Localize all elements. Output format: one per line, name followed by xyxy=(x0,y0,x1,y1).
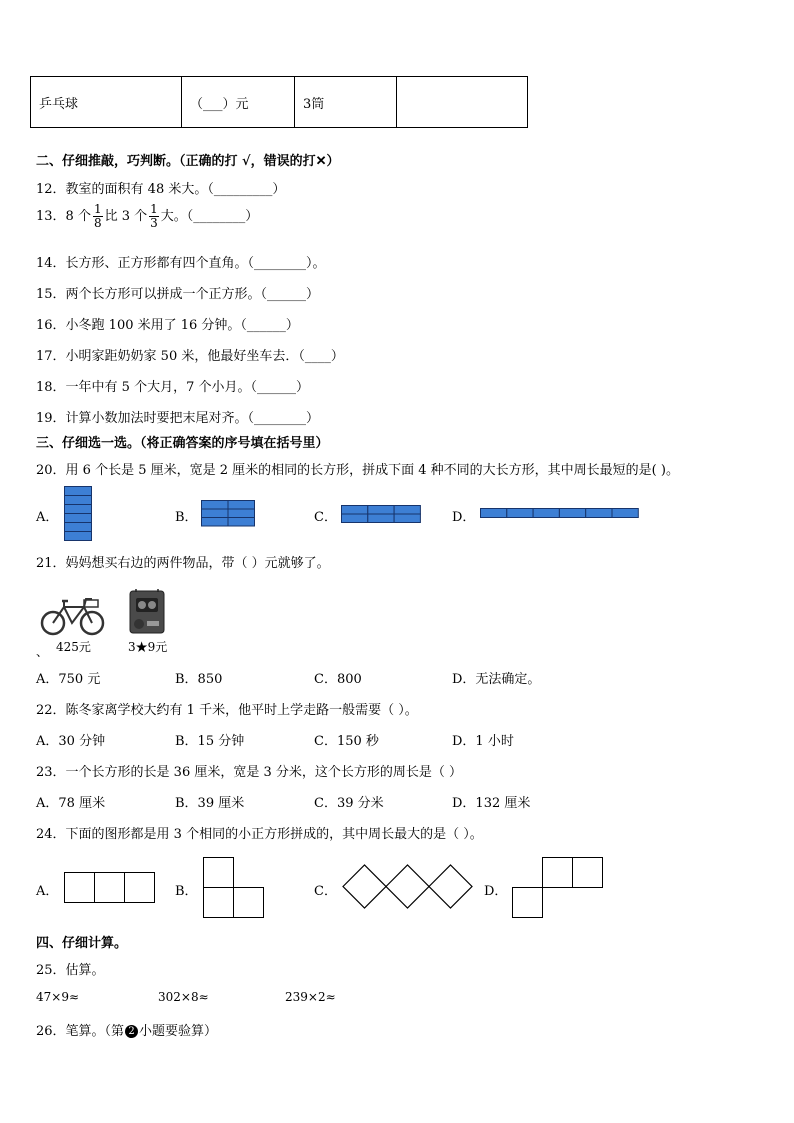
question-18: 18．一年中有 5 个大月，7 个小月。（______） xyxy=(36,380,309,395)
fraction-one-third xyxy=(149,203,159,230)
section4-heading: 四、仔细计算。 xyxy=(36,936,128,951)
section3-heading: 三、仔细选一选。（将正确答案的序号填在括号里） xyxy=(36,436,329,451)
question-15: 15．两个长方形可以拼成一个正方形。（______） xyxy=(36,287,320,302)
q21-option-d: D．无法确定。 xyxy=(452,672,541,687)
q26-suffix: 小题要验算） xyxy=(139,1024,218,1039)
q24-option-c-figure xyxy=(342,864,475,910)
q22-option-a: A．30 分钟 xyxy=(36,734,106,749)
question-17: 17．小明家距奶奶家 50 米，他最好坐车去．（____） xyxy=(36,349,344,364)
q20-option-a-label: A． xyxy=(36,510,59,525)
fraction-numerator: 1 xyxy=(93,202,102,216)
question-21: 21．妈妈想买右边的两件物品，带（ ）元就够了。 xyxy=(36,556,330,571)
q21-option-a: A．750 元 xyxy=(36,672,101,687)
q26-prefix: 26．笔算。（第 xyxy=(36,1024,125,1039)
q24-option-b-figure xyxy=(203,857,266,919)
q23-option-c: C．39 分米 xyxy=(314,796,384,811)
radio-icon xyxy=(128,588,166,634)
radio-price: 3★9元 xyxy=(128,640,168,654)
fraction-numerator: 1 xyxy=(150,202,158,216)
question-23: 23．一个长方形的长是 36 厘米，宽是 3 分米，这个长方形的周长是（ ） xyxy=(36,765,463,780)
q24-option-a-label: A． xyxy=(36,884,59,899)
bicycle-icon xyxy=(40,595,106,637)
question-25: 25．估算。 xyxy=(36,963,105,978)
circled-number-icon: 2 xyxy=(125,1025,138,1038)
question-19: 19．计算小数加法时要把末尾对齐。（________） xyxy=(36,411,320,426)
fraction-denominator: 3 xyxy=(150,216,158,230)
q21-option-b: B．850 xyxy=(175,672,223,687)
q25-item-1: 47×9≈ xyxy=(36,990,80,1004)
q23-option-a: A．78 厘米 xyxy=(36,796,106,811)
q24-option-a-figure xyxy=(64,872,157,904)
q24-option-c-label: C． xyxy=(314,884,337,899)
question-14: 14．长方形、正方形都有四个直角。（________）。 xyxy=(36,256,326,271)
price-table xyxy=(30,76,528,128)
q23-option-b: B．39 厘米 xyxy=(175,796,245,811)
bicycle-price: 425元 xyxy=(56,640,91,654)
table-cell-item: 乒乓球 xyxy=(31,77,182,128)
question-24: 24．下面的图形都是用 3 个相同的小正方形拼成的，其中周长最大的是（ ）。 xyxy=(36,827,483,842)
q25-item-2: 302×8≈ xyxy=(158,990,209,1004)
q13-middle: 比 3 个 xyxy=(104,209,148,224)
q25-item-3: 239×2≈ xyxy=(285,990,336,1004)
q20-option-b-label: B． xyxy=(175,510,198,525)
q20-option-c-label: C． xyxy=(314,510,337,525)
table-cell-quantity: 3筒 xyxy=(295,77,397,128)
q22-option-b: B．15 分钟 xyxy=(175,734,245,749)
question-20: 20．用 6 个长是 5 厘米，宽是 2 厘米的相同的长方形，拼成下面 4 种不同的大长方形，其中周长最短的是( )。 xyxy=(36,463,679,478)
section2-heading: 二、仔细推敲，巧判断。（正确的打 √，错误的打✕） xyxy=(36,154,340,169)
question-12: 12．教室的面积有 48 米大。（_________） xyxy=(36,182,286,197)
table-row xyxy=(31,77,528,128)
table-cell-price: （___）元 xyxy=(182,77,295,128)
q24-option-d-label: D． xyxy=(484,884,508,899)
q20-option-d-figure xyxy=(480,508,639,518)
q13-prefix: 13．8 个 xyxy=(36,209,91,224)
q20-option-c-figure xyxy=(341,505,421,523)
table-cell-empty xyxy=(397,77,528,128)
q13-suffix: 大。（________） xyxy=(160,209,259,224)
q22-option-c: C．150 秒 xyxy=(314,734,379,749)
q20-option-b-figure xyxy=(201,500,255,527)
question-16: 16．小冬跑 100 米用了 16 分钟。（______） xyxy=(36,318,299,333)
q23-option-d: D．132 厘米 xyxy=(452,796,531,811)
q21-option-c: C．800 xyxy=(314,672,362,687)
q20-option-d-label: D． xyxy=(452,510,476,525)
question-13 xyxy=(36,203,258,230)
q24-option-b-label: B． xyxy=(175,884,198,899)
question-26 xyxy=(36,1020,217,1039)
q22-option-d: D．1 小时 xyxy=(452,734,514,749)
q20-option-a-figure xyxy=(64,486,92,541)
fraction-denominator: 8 xyxy=(93,216,102,230)
q24-option-d-figure xyxy=(512,857,605,919)
fraction-one-eighth xyxy=(93,203,103,230)
q21-mark: 、 xyxy=(36,645,49,659)
question-22: 22．陈冬家离学校大约有 1 千米，他平时上学走路一般需要（ ）。 xyxy=(36,703,418,718)
